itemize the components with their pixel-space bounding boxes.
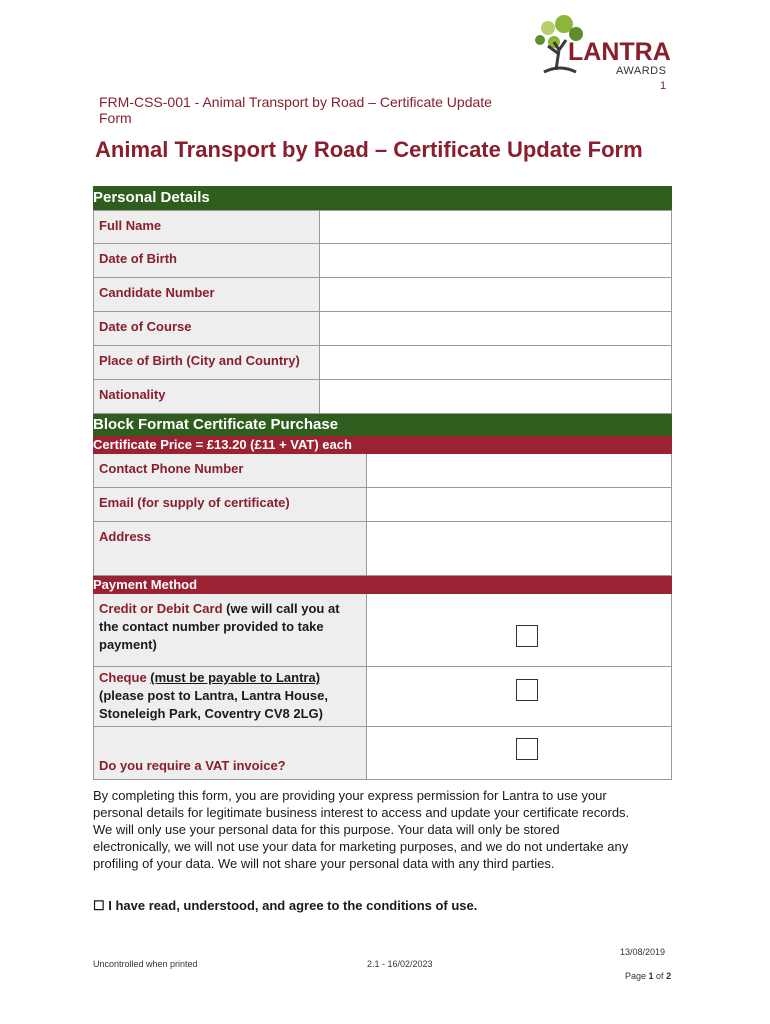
footer-version: 2.1 - 16/02/2023 bbox=[367, 959, 433, 969]
form-row-address bbox=[93, 522, 672, 576]
form-row-place-of-birth bbox=[93, 346, 672, 380]
form-row-nationality bbox=[93, 380, 672, 414]
cheque-payable-note: (must be payable to Lantra) bbox=[150, 670, 321, 685]
form-row-full-name bbox=[93, 210, 672, 244]
page-title: Animal Transport by Road – Certificate Update Form bbox=[95, 137, 643, 162]
cheque-payment-label bbox=[94, 667, 367, 726]
document-reference: FRM-CSS-001 - Animal Transport by Road – Certificate Update Form bbox=[99, 94, 492, 126]
cheque-payment-checkbox[interactable] bbox=[516, 679, 538, 701]
form-row-contact-phone bbox=[93, 454, 672, 488]
personal-details-heading: Personal Details bbox=[93, 186, 672, 210]
page-of: of bbox=[653, 971, 667, 981]
form-row-candidate-number bbox=[93, 278, 672, 312]
card-option-note: (we will call you at the contact number provided to take payment) bbox=[99, 601, 340, 652]
payment-row-card bbox=[93, 594, 672, 667]
page-current: 1 bbox=[648, 971, 654, 981]
field-label: Email (for supply of certificate) bbox=[94, 488, 367, 521]
field-label: Address bbox=[94, 522, 367, 575]
agree-conditions-checkbox[interactable]: ☐ I have read, understood, and agree to the conditions of use. bbox=[93, 898, 478, 913]
card-option-title: Credit or Debit Card bbox=[99, 601, 223, 616]
card-payment-cell bbox=[367, 594, 671, 666]
vat-invoice-label: Do you require a VAT invoice? bbox=[99, 758, 286, 773]
field-label: Full Name bbox=[94, 211, 320, 243]
email-field[interactable] bbox=[367, 488, 671, 521]
field-label: Place of Birth (City and Country) bbox=[94, 346, 320, 379]
contact-phone-field[interactable] bbox=[367, 454, 671, 487]
date-of-course-field[interactable] bbox=[320, 312, 671, 345]
cheque-option-title: Cheque bbox=[99, 670, 147, 685]
footer-uncontrolled-note: Uncontrolled when printed bbox=[93, 959, 198, 969]
page-prefix: Page bbox=[625, 971, 649, 981]
form-row-email bbox=[93, 488, 672, 522]
address-field[interactable] bbox=[367, 522, 671, 575]
date-of-birth-field[interactable] bbox=[320, 244, 671, 277]
page-total: 2 bbox=[666, 971, 672, 981]
card-payment-label bbox=[94, 594, 367, 666]
vat-invoice-checkbox[interactable] bbox=[516, 738, 538, 760]
vat-invoice-label-cell bbox=[94, 727, 367, 779]
field-label: Nationality bbox=[94, 380, 320, 413]
candidate-number-field[interactable] bbox=[320, 278, 671, 311]
logo-subtitle: AWARDS bbox=[616, 65, 667, 77]
certificate-price-banner: Certificate Price = £13.20 (£11 + VAT) each bbox=[93, 436, 672, 454]
nationality-field[interactable] bbox=[320, 380, 671, 413]
logo-wordmark: LANTRA bbox=[568, 38, 671, 66]
certificate-update-form bbox=[93, 186, 672, 780]
field-label: Contact Phone Number bbox=[94, 454, 367, 487]
place-of-birth-field[interactable] bbox=[320, 346, 671, 379]
payment-method-heading: Payment Method bbox=[93, 576, 672, 594]
cheque-payment-cell bbox=[367, 667, 671, 726]
field-label: Date of Course bbox=[94, 312, 320, 345]
cheque-post-note: (please post to Lantra, Lantra House, Stoneleigh Park, Coventry CV8 2LG) bbox=[99, 688, 328, 721]
form-row-date-of-birth bbox=[93, 244, 672, 278]
footer-page-number bbox=[625, 971, 671, 981]
form-row-date-of-course bbox=[93, 312, 672, 346]
field-label: Candidate Number bbox=[94, 278, 320, 311]
vat-invoice-cell bbox=[367, 727, 671, 779]
page-number-top: 1 bbox=[660, 80, 667, 92]
lantra-logo bbox=[532, 14, 672, 78]
card-payment-checkbox[interactable] bbox=[516, 625, 538, 647]
consent-statement: By completing this form, you are providing your express permission for Lantra to use your personal details for legitimate business interest to access and update your certificate records. We will only use your personal data for this purpose. Your data will only be stored electronically, we will not use your data for marketing purposes, and we do not undertake any profiling of your data. We will not share your personal data with any third parties. bbox=[93, 788, 630, 871]
field-label: Date of Birth bbox=[94, 244, 320, 277]
footer-date: 13/08/2019 bbox=[620, 947, 666, 957]
block-format-heading: Block Format Certificate Purchase bbox=[93, 414, 672, 436]
vat-invoice-row bbox=[93, 727, 672, 780]
payment-row-cheque bbox=[93, 667, 672, 727]
full-name-field[interactable] bbox=[320, 211, 671, 243]
